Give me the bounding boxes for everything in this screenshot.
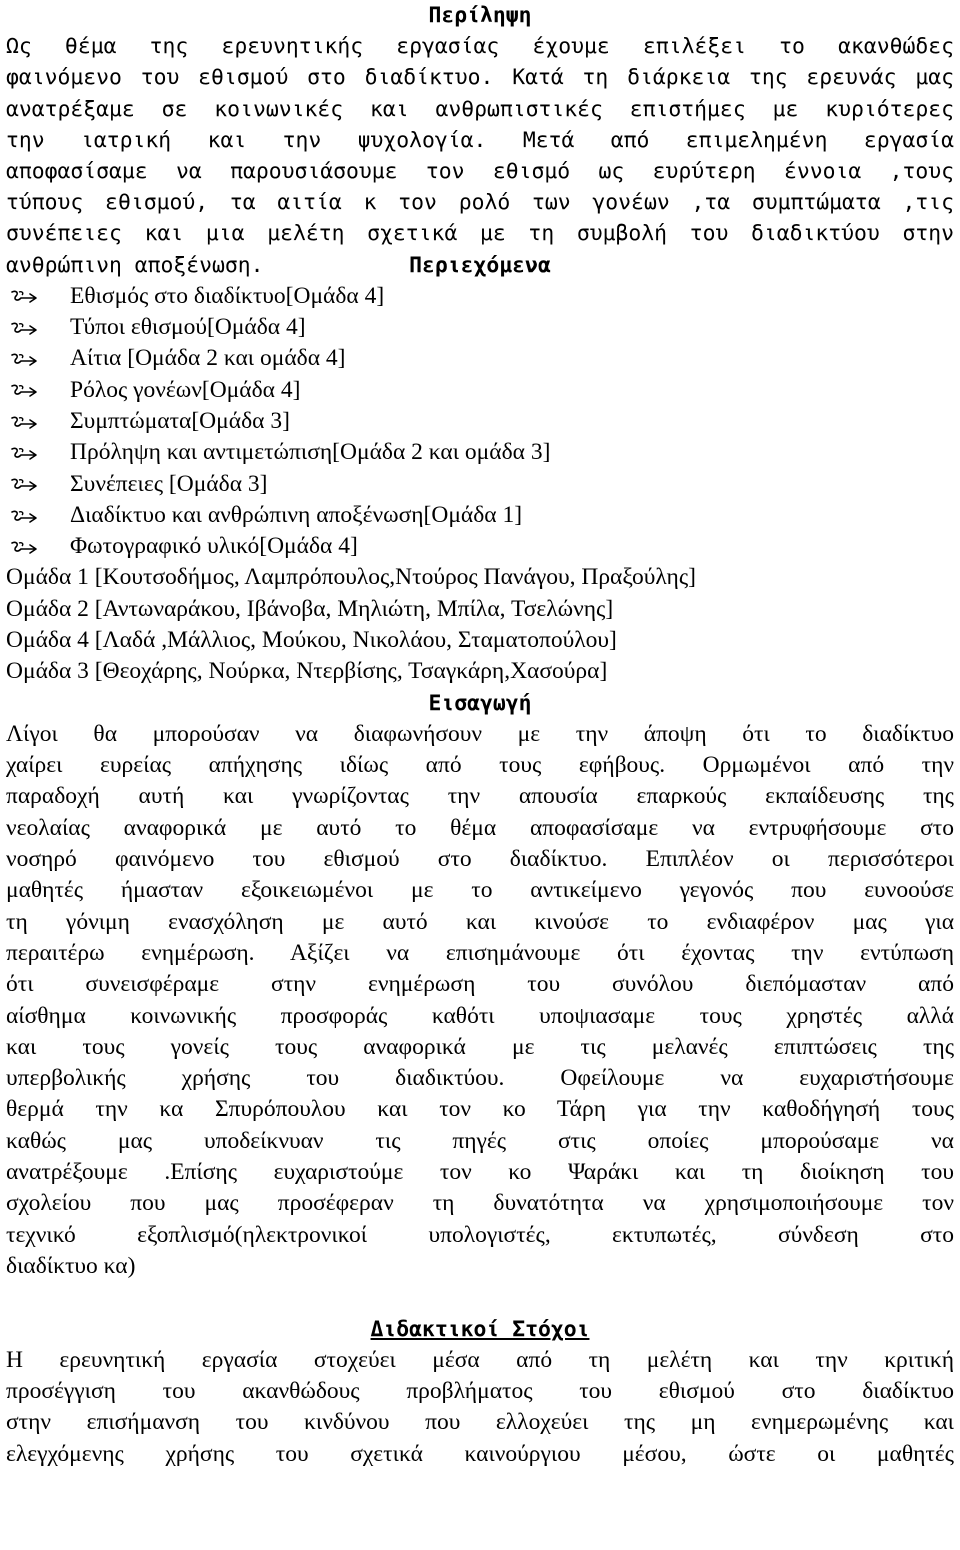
abstract-title: Περίληψη [428,3,532,28]
introduction-last-line: διαδίκτυο κα) [6,1252,136,1279]
objectives-body [6,1345,954,1470]
contents-item-label: Συνέπειες [Ομάδα 3] [70,470,268,497]
contents-list [6,281,954,563]
objectives-title: Διδακτικοί Στόχοι [370,1316,590,1342]
contents-item [6,281,954,312]
introduction-line: περαιτέρω ενημέρωση. Αξίζει να επισημάνουμε ότι έχοντας την εντύπωση [6,939,954,966]
introduction-line: ότι συνεισφέραμε στην ενημέρωση του συνόλου διεπόμασταν από [6,971,954,998]
introduction-line: Λίγοι θα μπορούσαν να διαφωνήσουν με την άποψη ότι το διαδίκτυο [6,720,954,747]
abstract-line: την ιατρική και την ψυχολογία. Μετά από επιμελημένη εργασία [6,127,954,153]
contents-item-label: Τύποι εθισμού[Ομάδα 4] [70,314,306,341]
contents-item-label: Πρόληψη και αντιμετώπιση[Ομάδα 2 και ομάδα 3] [70,439,551,466]
contents-title: Περιεχόμενα [409,252,551,278]
contents-item [6,500,954,531]
introduction-line: μαθητές ήμασταν εξοικειωμένοι με το αντικείμενο γεγονός που ευνοούσε [6,877,954,904]
contents-item-label: Αίτια [Ομάδα 2 και ομάδα 4] [70,345,346,372]
team-line: Ομάδα 2 [Αντωναράκου, Ιβάνοβα, Μηλιώτη, Μπίλα, Τσελώνης] [6,595,614,622]
abstract-line: ανατρέξαμε σε κοινωνικές και ανθρωπιστικές επιστήμες με κυριότερες [6,96,954,122]
abstract-line: Ως θέμα της ερευνητικής εργασίας έχουμε επιλέξει το ακανθώδες [6,34,954,60]
contents-item-label: Εθισμός στο διαδίκτυο[Ομάδα 4] [70,282,385,309]
objectives-line: στην επισήμανση του κινδύνου που ελλοχεύει της μη ενημερωμένης και [6,1409,954,1436]
introduction-line: ανατρέξουμε .Επίσης ευχαριστούμε τον κο Ψαράκι και τη διοίκηση του [6,1159,954,1186]
introduction-title: Εισαγωγή [428,690,532,716]
contents-item-label: Συμπτώματα[Ομάδα 3] [70,408,290,434]
document-page [6,0,954,1470]
abstract-line: συνέπειες και μια μελέτη σχετικά με τη συμβολή του διαδικτύου στην [6,221,954,247]
abstract-body [6,31,954,281]
curly-arrow-bullet-icon [10,382,44,398]
contents-item-label: Φωτογραφικό υλικό[Ομάδα 4] [70,533,358,560]
curly-arrow-bullet-icon [10,288,44,304]
objectives-line: ελεγχόμενης χρήσης του σχετικά καινούργιου μέσου, ώστε οι μαθητές [6,1440,954,1467]
objectives-line: Η ερευνητική εργασία στοχεύει μέσα από τη μελέτη και την κριτική [6,1346,954,1373]
contents-item [6,531,954,562]
abstract-last-line: ανθρώπινη αποξένωση. [6,252,264,278]
contents-section [6,281,954,563]
contents-item-label: Ρόλος γονέων[Ομάδα 4] [70,376,301,403]
abstract-section [6,0,954,281]
introduction-section [6,688,954,1283]
curly-arrow-bullet-icon [10,445,44,461]
curly-arrow-bullet-icon [10,508,44,524]
introduction-line: νεολαίας αναφορικά με αυτό το θέμα αποφασίσαμε να εντρυφήσουμε στο [6,814,954,841]
objectives-line: προσέγγιση του ακανθώδους προβλήματος του εθισμού στο διαδίκτυο [6,1378,954,1405]
introduction-line: νοσηρό φαινόμενο του εθισμού στο διαδίκτυο. Επιπλέον οι περισσότεροι [6,846,954,873]
curly-arrow-bullet-icon [10,414,44,430]
objectives-section [6,1314,954,1470]
introduction-line: χαίρει ευρείας απήχησης ιδίως από τους εφήβους. Ορμωμένοι από την [6,752,954,779]
introduction-line: σχολείου που μας προσέφεραν τη δυνατότητα να χρησιμοποιήσουμε τον [6,1190,954,1217]
introduction-body [6,719,954,1282]
curly-arrow-bullet-icon [10,320,44,336]
contents-item [6,312,954,343]
abstract-line: τύπους εθισμού, τα αιτία κ τον ρολό των γονέων ,τα συμπτώματα ,τις [6,190,954,216]
contents-item [6,406,954,437]
introduction-line: καθώς μας υποδείκνυαν τις πηγές στις οποίες μπορούσαμε να [6,1127,954,1154]
introduction-line: τεχνικό εξοπλισμό(ηλεκτρονικοί υπολογιστές, εκτυπωτές, σύνδεση στο [6,1221,954,1248]
introduction-line: παραδοχή αυτή και γνωρίζοντας την απουσία επαρκούς εκπαίδευσης της [6,783,954,810]
team-line: Ομάδα 4 [Λαδά ,Μάλλιος, Μούκου, Νικολάου, Σταματοπούλου] [6,627,617,654]
abstract-tail-row [6,250,954,281]
contents-item [6,437,954,468]
abstract-line: φαινόμενο του εθισμού στο διαδίκτυο. Κατά τη διάρκεια της ερευνάς μας [6,65,954,91]
contents-item [6,375,954,406]
contents-item [6,343,954,374]
team-line: Ομάδα 3 [Θεοχάρης, Νούρκα, Ντερβίσης, Τσαγκάρη,Χασούρα] [6,658,608,685]
curly-arrow-bullet-icon [10,351,44,367]
introduction-line: αίσθημα κοινωνικής προσφοράς καθότι υποψιασαμε τους χρηστές αλλά [6,1002,954,1029]
team-line: Ομάδα 1 [Κουτσοδήμος, Λαμπρόπουλος,Ντούρος Πανάγου, Πραξούλης] [6,564,696,591]
introduction-line: υπερβολικής χρήσης του διαδικτύου. Οφείλουμε να ευχαριστήσουμε [6,1065,954,1092]
abstract-line: αποφασίσαμε να παρουσιάσουμε τον εθισμό ως ευρύτερη έννοια ,τους [6,159,954,185]
contents-item [6,469,954,500]
section-spacer [6,1282,954,1313]
introduction-line: θερμά την κα Σπυρόπουλου και τον κο Τάρη για την καθοδήγησή τους [6,1096,954,1123]
curly-arrow-bullet-icon [10,539,44,555]
introduction-line: και τους γονείς τους αναφορικά με τις μελανές επιπτώσεις της [6,1033,954,1060]
contents-item-label: Διαδίκτυο και ανθρώπινη αποξένωση[Ομάδα 1] [70,501,523,528]
teams-section [6,562,954,687]
introduction-line: τη γόνιμη ενασχόληση με αυτό και κινούσε το ενδιαφέρον μας για [6,908,954,935]
curly-arrow-bullet-icon [10,476,44,492]
